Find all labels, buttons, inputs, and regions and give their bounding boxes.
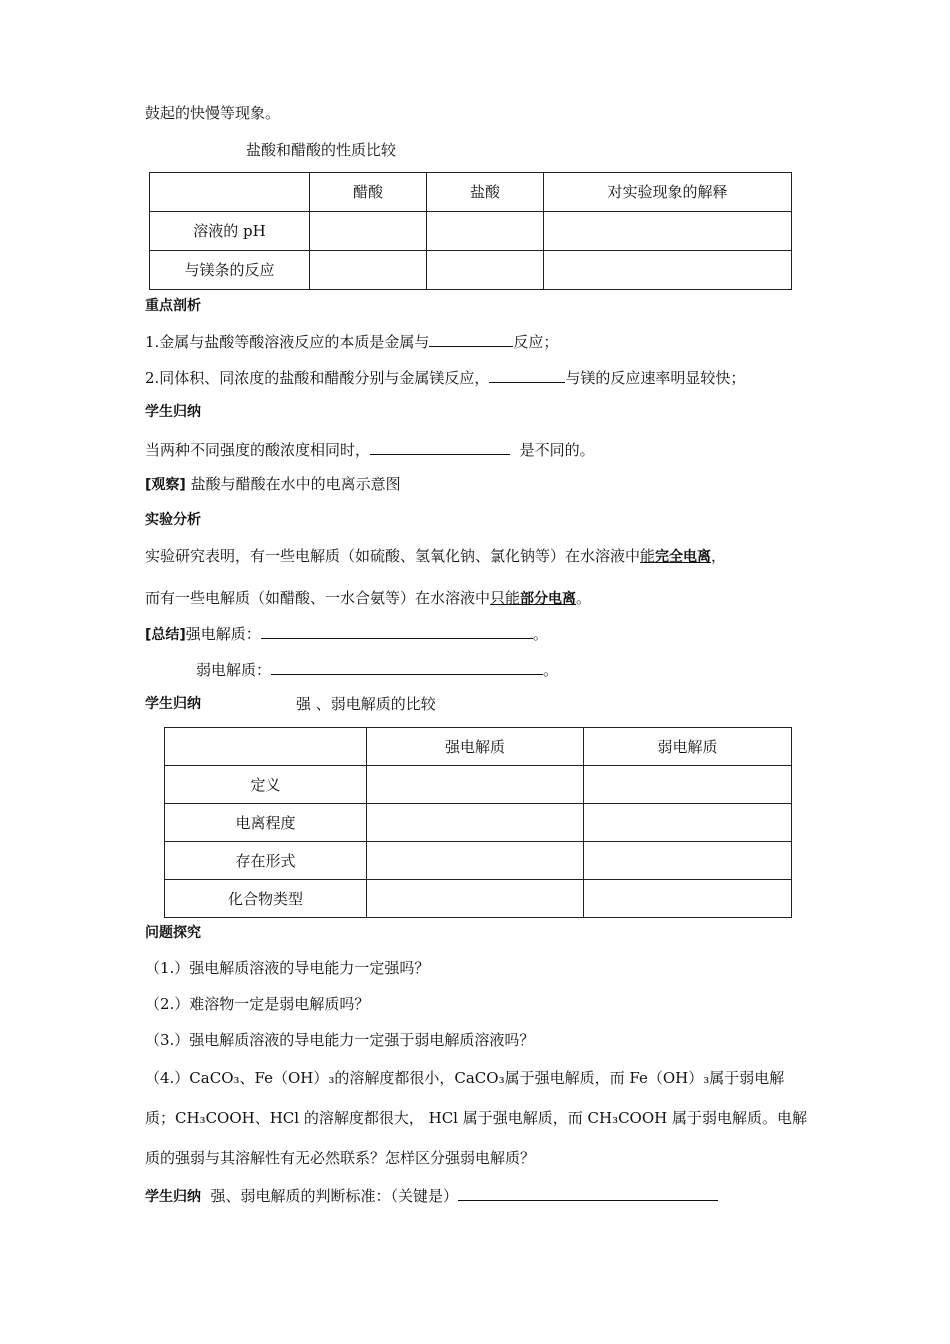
strong-electrolyte-blank[interactable] [261, 622, 533, 639]
question-1: （1.）强电解质溶液的导电能力一定强吗？ [145, 959, 430, 977]
table2-row-label: 存在形式 [165, 842, 367, 880]
partial-ionization-term: 部分电离 [520, 591, 577, 607]
table1-header-cell: 对实验现象的解释 [544, 173, 792, 212]
table1-cell[interactable] [544, 212, 792, 251]
final-blank[interactable] [458, 1184, 718, 1201]
table2-heading: 学生归纳 [145, 696, 201, 712]
weak-electrolyte-label: 弱电解质： [196, 661, 272, 679]
property-comparison-table [149, 172, 792, 290]
table-row [165, 842, 792, 880]
table1-header-cell: 盐酸 [427, 173, 544, 212]
table2-header-cell: 弱电解质 [584, 728, 792, 766]
table2-cell[interactable] [367, 804, 584, 842]
table-row [150, 212, 792, 251]
table2-cell[interactable] [584, 880, 792, 918]
table2-header-cell [165, 728, 367, 766]
key-analysis-item-2 [145, 366, 745, 388]
experiment-heading: 实验分析 [145, 512, 201, 528]
final-text: 强、弱电解质的判断标准：（关键是） [210, 1187, 459, 1205]
weak-electrolyte-blank[interactable] [271, 658, 543, 675]
table2-cell[interactable] [367, 842, 584, 880]
question-4-line-3: 质的强弱与其溶解性有无必然联系？怎样区分强弱电解质？ [145, 1149, 536, 1167]
strong-electrolyte-label: 强电解质： [185, 625, 261, 643]
experiment-punct: ， [711, 547, 727, 565]
table2-row-label: 定义 [165, 766, 367, 804]
key-analysis-heading: 重点剖析 [145, 298, 201, 314]
experiment-line-1 [145, 546, 726, 567]
question-3: （3.）强电解质溶液的导电能力一定强于弱电解质溶液吗？ [145, 1031, 535, 1049]
experiment-text: 实验研究表明，有一些电解质（如硫酸、氢氧化钠、氯化钠等）在水溶液中 [145, 547, 641, 565]
item2-blank[interactable] [489, 366, 565, 383]
conclusion-end: 。 [532, 625, 548, 643]
summary-text: 当两种不同强度的酸浓度相同时， [145, 441, 371, 459]
intro-line: 鼓起的快慢等现象。 [145, 104, 281, 122]
table1-cell[interactable] [427, 251, 544, 290]
table1-header-cell: 醋酸 [310, 173, 427, 212]
final-heading: 学生归纳 [145, 1189, 201, 1205]
item2-end: 与镁的反应速率明显较快； [565, 369, 746, 387]
table1-row-label: 与镁条的反应 [150, 251, 310, 290]
summary-line [145, 438, 595, 460]
electrolyte-comparison-table [164, 727, 792, 918]
observe-text: 盐酸与醋酸在水中的电离示意图 [190, 475, 401, 493]
key-analysis-item-1 [145, 330, 558, 352]
item1-text: 1.金属与盐酸等酸溶液反应的本质是金属与 [145, 333, 430, 351]
table1-cell[interactable] [427, 212, 544, 251]
final-summary [145, 1184, 718, 1207]
conclusion-tag: [总结] [145, 627, 186, 643]
experiment-text: 而有一些电解质（如醋酸、一水合氨等）在水溶液中 [145, 589, 491, 607]
table2-cell[interactable] [584, 842, 792, 880]
observe-tag: [观察] [145, 477, 186, 493]
table2-row-label: 化合物类型 [165, 880, 367, 918]
conclusion-strong [145, 622, 548, 645]
table1-cell[interactable] [310, 251, 427, 290]
table-row [165, 880, 792, 918]
summary-end: 是不同的。 [519, 441, 595, 459]
item1-blank[interactable] [429, 330, 513, 347]
item1-end: 反应； [513, 333, 559, 351]
questions-heading: 问题探究 [145, 925, 201, 941]
summary-blank[interactable] [370, 438, 510, 455]
question-4-line-1: （4.）CaCO₃、Fe（OH）₃的溶解度都很小，CaCO₃属于强电解质，而 Fe（OH）₃属于弱电解 [145, 1069, 785, 1087]
question-2: （2.）难溶物一定是弱电解质吗？ [145, 995, 370, 1013]
table1-header-cell [150, 173, 310, 212]
table1-row-label: 溶液的 pH [150, 212, 310, 251]
table1-cell[interactable] [310, 212, 427, 251]
experiment-underlined: 能 [640, 547, 656, 565]
observe-line [145, 474, 401, 495]
table2-cell[interactable] [367, 766, 584, 804]
conclusion-end: 。 [543, 661, 559, 679]
experiment-underlined: 只能 [490, 589, 521, 607]
table-row [165, 804, 792, 842]
complete-ionization-term: 完全电离 [655, 549, 712, 565]
question-4-line-2: 质；CH₃COOH、HCl 的溶解度都很大， HCl 属于强电解质，而 CH₃COOH 属于弱电解质。电解 [145, 1109, 808, 1127]
table1-cell[interactable] [544, 251, 792, 290]
table2-title: 强 、弱电解质的比较 [296, 695, 436, 713]
table1-title: 盐酸和醋酸的性质比较 [246, 141, 397, 159]
conclusion-weak [196, 658, 558, 680]
table2-cell[interactable] [367, 880, 584, 918]
summary-heading: 学生归纳 [145, 404, 201, 420]
table-row [165, 766, 792, 804]
item2-text: 2.同体积、同浓度的盐酸和醋酸分别与金属镁反应， [145, 369, 490, 387]
table2-header-cell: 强电解质 [367, 728, 584, 766]
table2-cell[interactable] [584, 804, 792, 842]
table2-row-label: 电离程度 [165, 804, 367, 842]
table2-cell[interactable] [584, 766, 792, 804]
experiment-line-2 [145, 588, 591, 609]
experiment-punct: 。 [576, 589, 592, 607]
table-row [150, 251, 792, 290]
